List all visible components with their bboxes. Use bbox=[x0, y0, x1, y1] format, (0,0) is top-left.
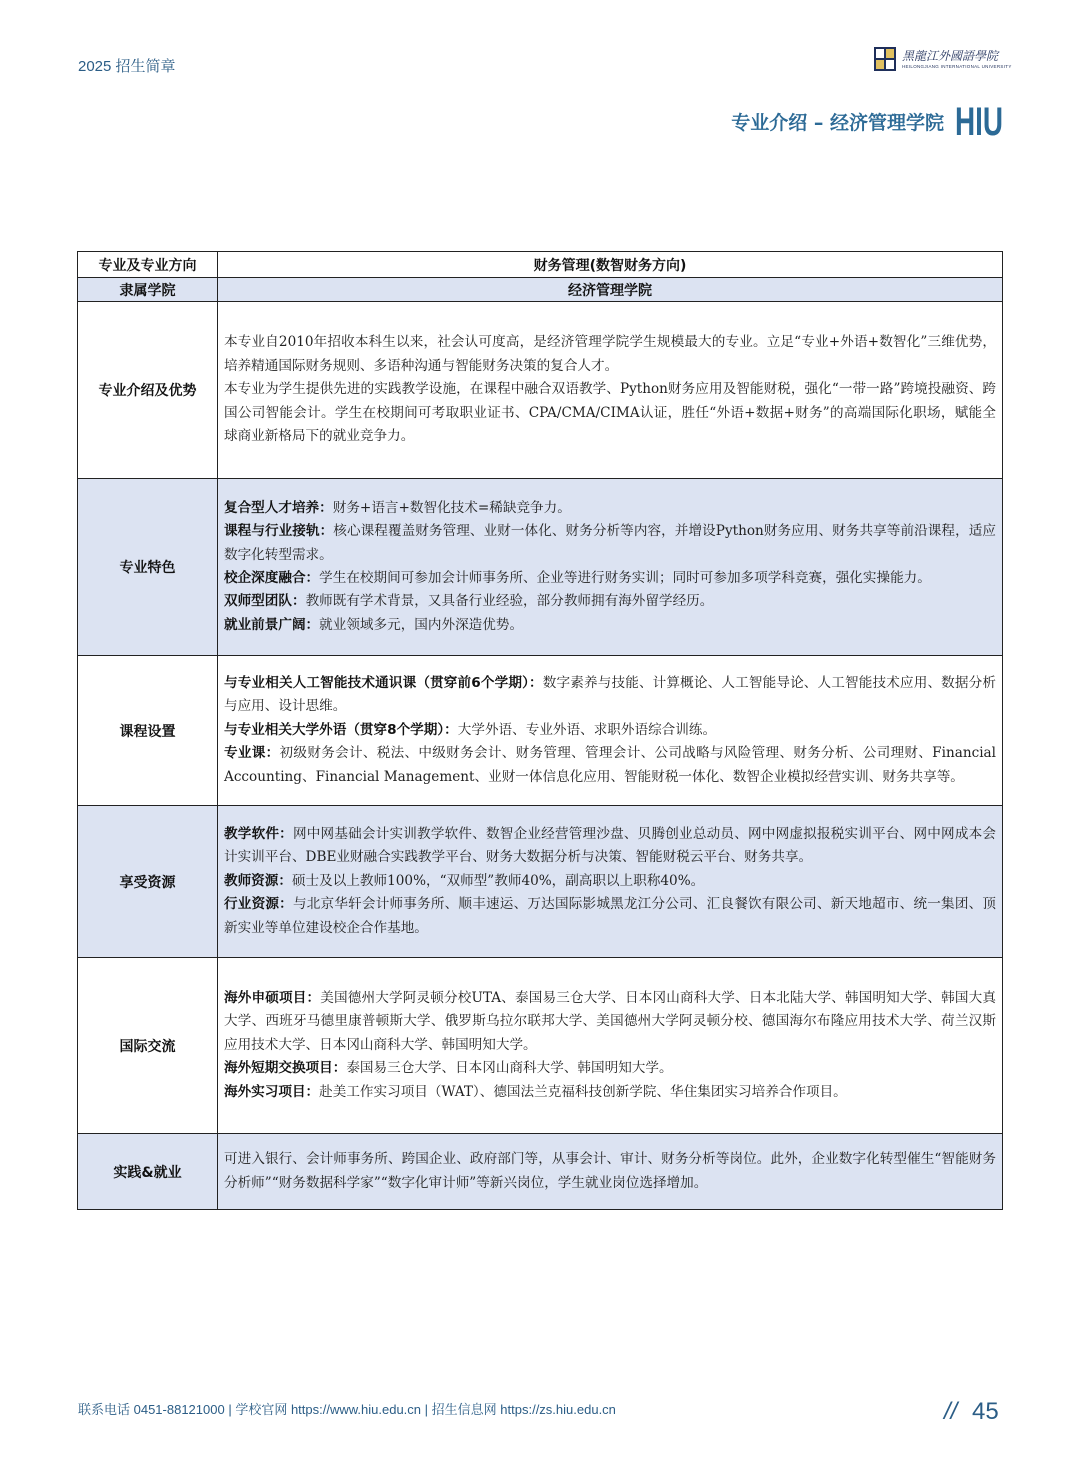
footer-separator: | bbox=[424, 1402, 429, 1417]
college-label: 隶属学院 bbox=[78, 278, 218, 302]
major-label: 专业及专业方向 bbox=[78, 252, 218, 278]
item-title: 课程与行业接轨： bbox=[224, 523, 334, 540]
footer-school-site-link[interactable]: 学校官网 https://www.hiu.edu.cn bbox=[235, 1402, 422, 1417]
logo-english-name: HEILONGJIANG INTERNATIONAL UNIVERSITY bbox=[902, 64, 1012, 69]
item-title: 与专业相关大学外语（贯穿8个学期）： bbox=[224, 721, 458, 738]
exchange-content bbox=[218, 958, 1003, 1134]
footer-phone: 联系电话 0451-88121000 bbox=[78, 1402, 225, 1417]
list-item bbox=[224, 1081, 996, 1104]
university-logo bbox=[874, 45, 1012, 75]
item-text: 财务+语言+数智化技术=稀缺竞争力。 bbox=[332, 499, 571, 516]
footer-contact bbox=[78, 1399, 616, 1418]
list-item bbox=[224, 893, 996, 940]
item-title: 校企深度融合： bbox=[224, 570, 320, 586]
hiu-mark-text: HIU bbox=[955, 100, 1003, 144]
item-text: 硕士及以上教师100%，“双师型”教师40%，副高职以上职称40%。 bbox=[291, 872, 705, 889]
item-text: 就业领域多元，国内外深造优势。 bbox=[319, 616, 524, 633]
intro-content bbox=[218, 302, 1003, 479]
list-item bbox=[224, 497, 996, 520]
item-title: 行业资源： bbox=[224, 896, 293, 913]
employment-label: 实践&就业 bbox=[78, 1134, 218, 1210]
table-row-college bbox=[78, 278, 1003, 302]
employment-content: 可进入银行、会计师事务所、跨国企业、政府部门等，从事会计、审计、财务分析等岗位。此外，企业数字化转型催生“智能财务分析师”“财务数据科学家”“数字化审计师”等新兴岗位，学生就业岗位选择增加。 bbox=[218, 1134, 1003, 1210]
resources-content bbox=[218, 806, 1003, 958]
list-item bbox=[224, 987, 996, 1057]
list-item bbox=[224, 719, 996, 742]
item-title: 就业前景广阔： bbox=[224, 616, 320, 633]
exchange-label: 国际交流 bbox=[78, 958, 218, 1134]
footer-separator: | bbox=[228, 1402, 232, 1417]
brochure-year-label: 2025 招生简章 bbox=[78, 58, 176, 75]
item-text: 教师既有学术背景，又具备行业经验，部分教师拥有海外留学经历。 bbox=[305, 593, 714, 610]
item-title: 教学软件： bbox=[224, 825, 293, 842]
table-row-exchange bbox=[78, 958, 1003, 1134]
item-text: 大学外语、专业外语、求职外语综合训练。 bbox=[457, 721, 717, 738]
page-slash-mark: // bbox=[944, 1398, 958, 1425]
table-row-resources bbox=[78, 806, 1003, 958]
item-title: 海外短期交换项目： bbox=[224, 1060, 347, 1077]
logo-chinese-name: 黑龍江外國語學院 bbox=[902, 49, 999, 63]
item-title: 海外申硕项目： bbox=[224, 989, 321, 1006]
item-text: 初级财务会计、税法、中级财务会计、财务管理、管理会计、公司战略与风险管理、财务分析、公司理财、Financial Accounting、Financial Management、业财一体信息化应用、智能财税一体化、数智企业模拟经营实训、财务共享等。 bbox=[224, 745, 996, 785]
item-title: 海外实习项目： bbox=[224, 1083, 320, 1100]
list-item bbox=[224, 742, 996, 789]
list-item bbox=[224, 672, 996, 719]
item-title: 复合型人才培养： bbox=[224, 499, 333, 516]
courses-content bbox=[218, 656, 1003, 806]
list-item bbox=[224, 567, 996, 590]
table-row-employment bbox=[78, 1134, 1003, 1210]
hiu-mark bbox=[955, 100, 1003, 144]
section-title: 专业介绍 – 经济管理学院 bbox=[731, 112, 944, 134]
table-row-intro bbox=[78, 302, 1003, 479]
item-text: 核心课程覆盖财务管理、业财一体化、财务分析等内容，并增设Python财务应用、财务共享等前沿课程，适应数字化转型需求。 bbox=[224, 523, 997, 563]
resources-label: 享受资源 bbox=[78, 806, 218, 958]
list-item bbox=[224, 870, 996, 893]
page-number: 45 bbox=[972, 1398, 999, 1425]
item-text: 泰国易三仓大学、日本冈山商科大学、韩国明知大学。 bbox=[346, 1060, 673, 1077]
list-item bbox=[224, 823, 996, 870]
list-item bbox=[224, 520, 996, 567]
list-item bbox=[224, 614, 996, 637]
table-row-features bbox=[78, 479, 1003, 656]
item-text: 美国德州大学阿灵顿分校UTA、泰国易三仓大学、日本冈山商科大学、日本北陆大学、韩国明知大学、韩国大真大学、西班牙马德里康普顿斯大学、俄罗斯乌拉尔联邦大学、美国德州大学阿灵顿分校、德国海尔布隆应用技术大学、荷兰汉斯应用技术大学、日本冈山商科大学、韩国明知大学。 bbox=[224, 989, 997, 1053]
item-text: 学生在校期间可参加会计师事务所、企业等进行财务实训；同时可参加多项学科竞赛，强化实操能力。 bbox=[319, 570, 931, 586]
footer-admissions-site-link[interactable]: 招生信息网 https://zs.hiu.edu.cn bbox=[431, 1402, 616, 1417]
intro-label: 专业介绍及优势 bbox=[78, 302, 218, 479]
list-item bbox=[224, 590, 996, 613]
intro-paragraph-1: 本专业自2010年招收本科生以来，社会认可度高，是经济管理学院学生规模最大的专业。立足“专业+外语+数智化”三维优势，培养精通国际财务规则、多语种沟通与智能财务决策的复合人才。 bbox=[224, 334, 996, 374]
table-row-courses bbox=[78, 656, 1003, 806]
university-crest-icon bbox=[874, 47, 896, 71]
table-row-major bbox=[78, 252, 1003, 278]
item-title: 专业课： bbox=[224, 745, 280, 762]
item-title: 双师型团队： bbox=[224, 593, 306, 610]
major-info-table bbox=[77, 251, 1003, 1210]
item-text: 网中网基础会计实训教学软件、数智企业经营管理沙盘、贝腾创业总动员、网中网虚拟报税实训平台、网中网成本会计实训平台、DBE业财融合实践教学平台、财务大数据分析与决策、智能财税云平台、财务共享。 bbox=[224, 825, 997, 866]
item-text: 与北京华轩会计师事务所、顺丰速运、万达国际影城黑龙江分公司、汇良餐饮有限公司、新天地超市、统一集团、顶新实业等单位建设校企合作基地。 bbox=[224, 896, 997, 936]
features-content bbox=[218, 479, 1003, 656]
intro-paragraph-2: 本专业为学生提供先进的实践教学设施，在课程中融合双语教学、Python财务应用及智能财税，强化“一带一路”跨境投融资、跨国公司智能会计。学生在校期间可考取职业证书、CPA/CMA/CIMA认证，胜任“外语+数据+财务”的高端国际化职场，赋能全球商业新格局下的就业竞争力。 bbox=[224, 381, 996, 445]
item-text: 数字素养与技能、计算概论、人工智能导论、人工智能技术应用、数据分析与应用、设计思维。 bbox=[224, 674, 996, 715]
item-text: 赴美工作实习项目（WAT）、德国法兰克福科技创新学院、华住集团实习培养合作项目。 bbox=[319, 1083, 847, 1100]
major-value: 财务管理(数智财务方向) bbox=[218, 252, 1003, 278]
item-title: 与专业相关人工智能技术通识课（贯穿前6个学期）： bbox=[224, 674, 543, 691]
college-value: 经济管理学院 bbox=[218, 278, 1003, 302]
courses-label: 课程设置 bbox=[78, 656, 218, 806]
list-item bbox=[224, 1057, 996, 1080]
features-label: 专业特色 bbox=[78, 479, 218, 656]
item-title: 教师资源： bbox=[224, 872, 292, 889]
